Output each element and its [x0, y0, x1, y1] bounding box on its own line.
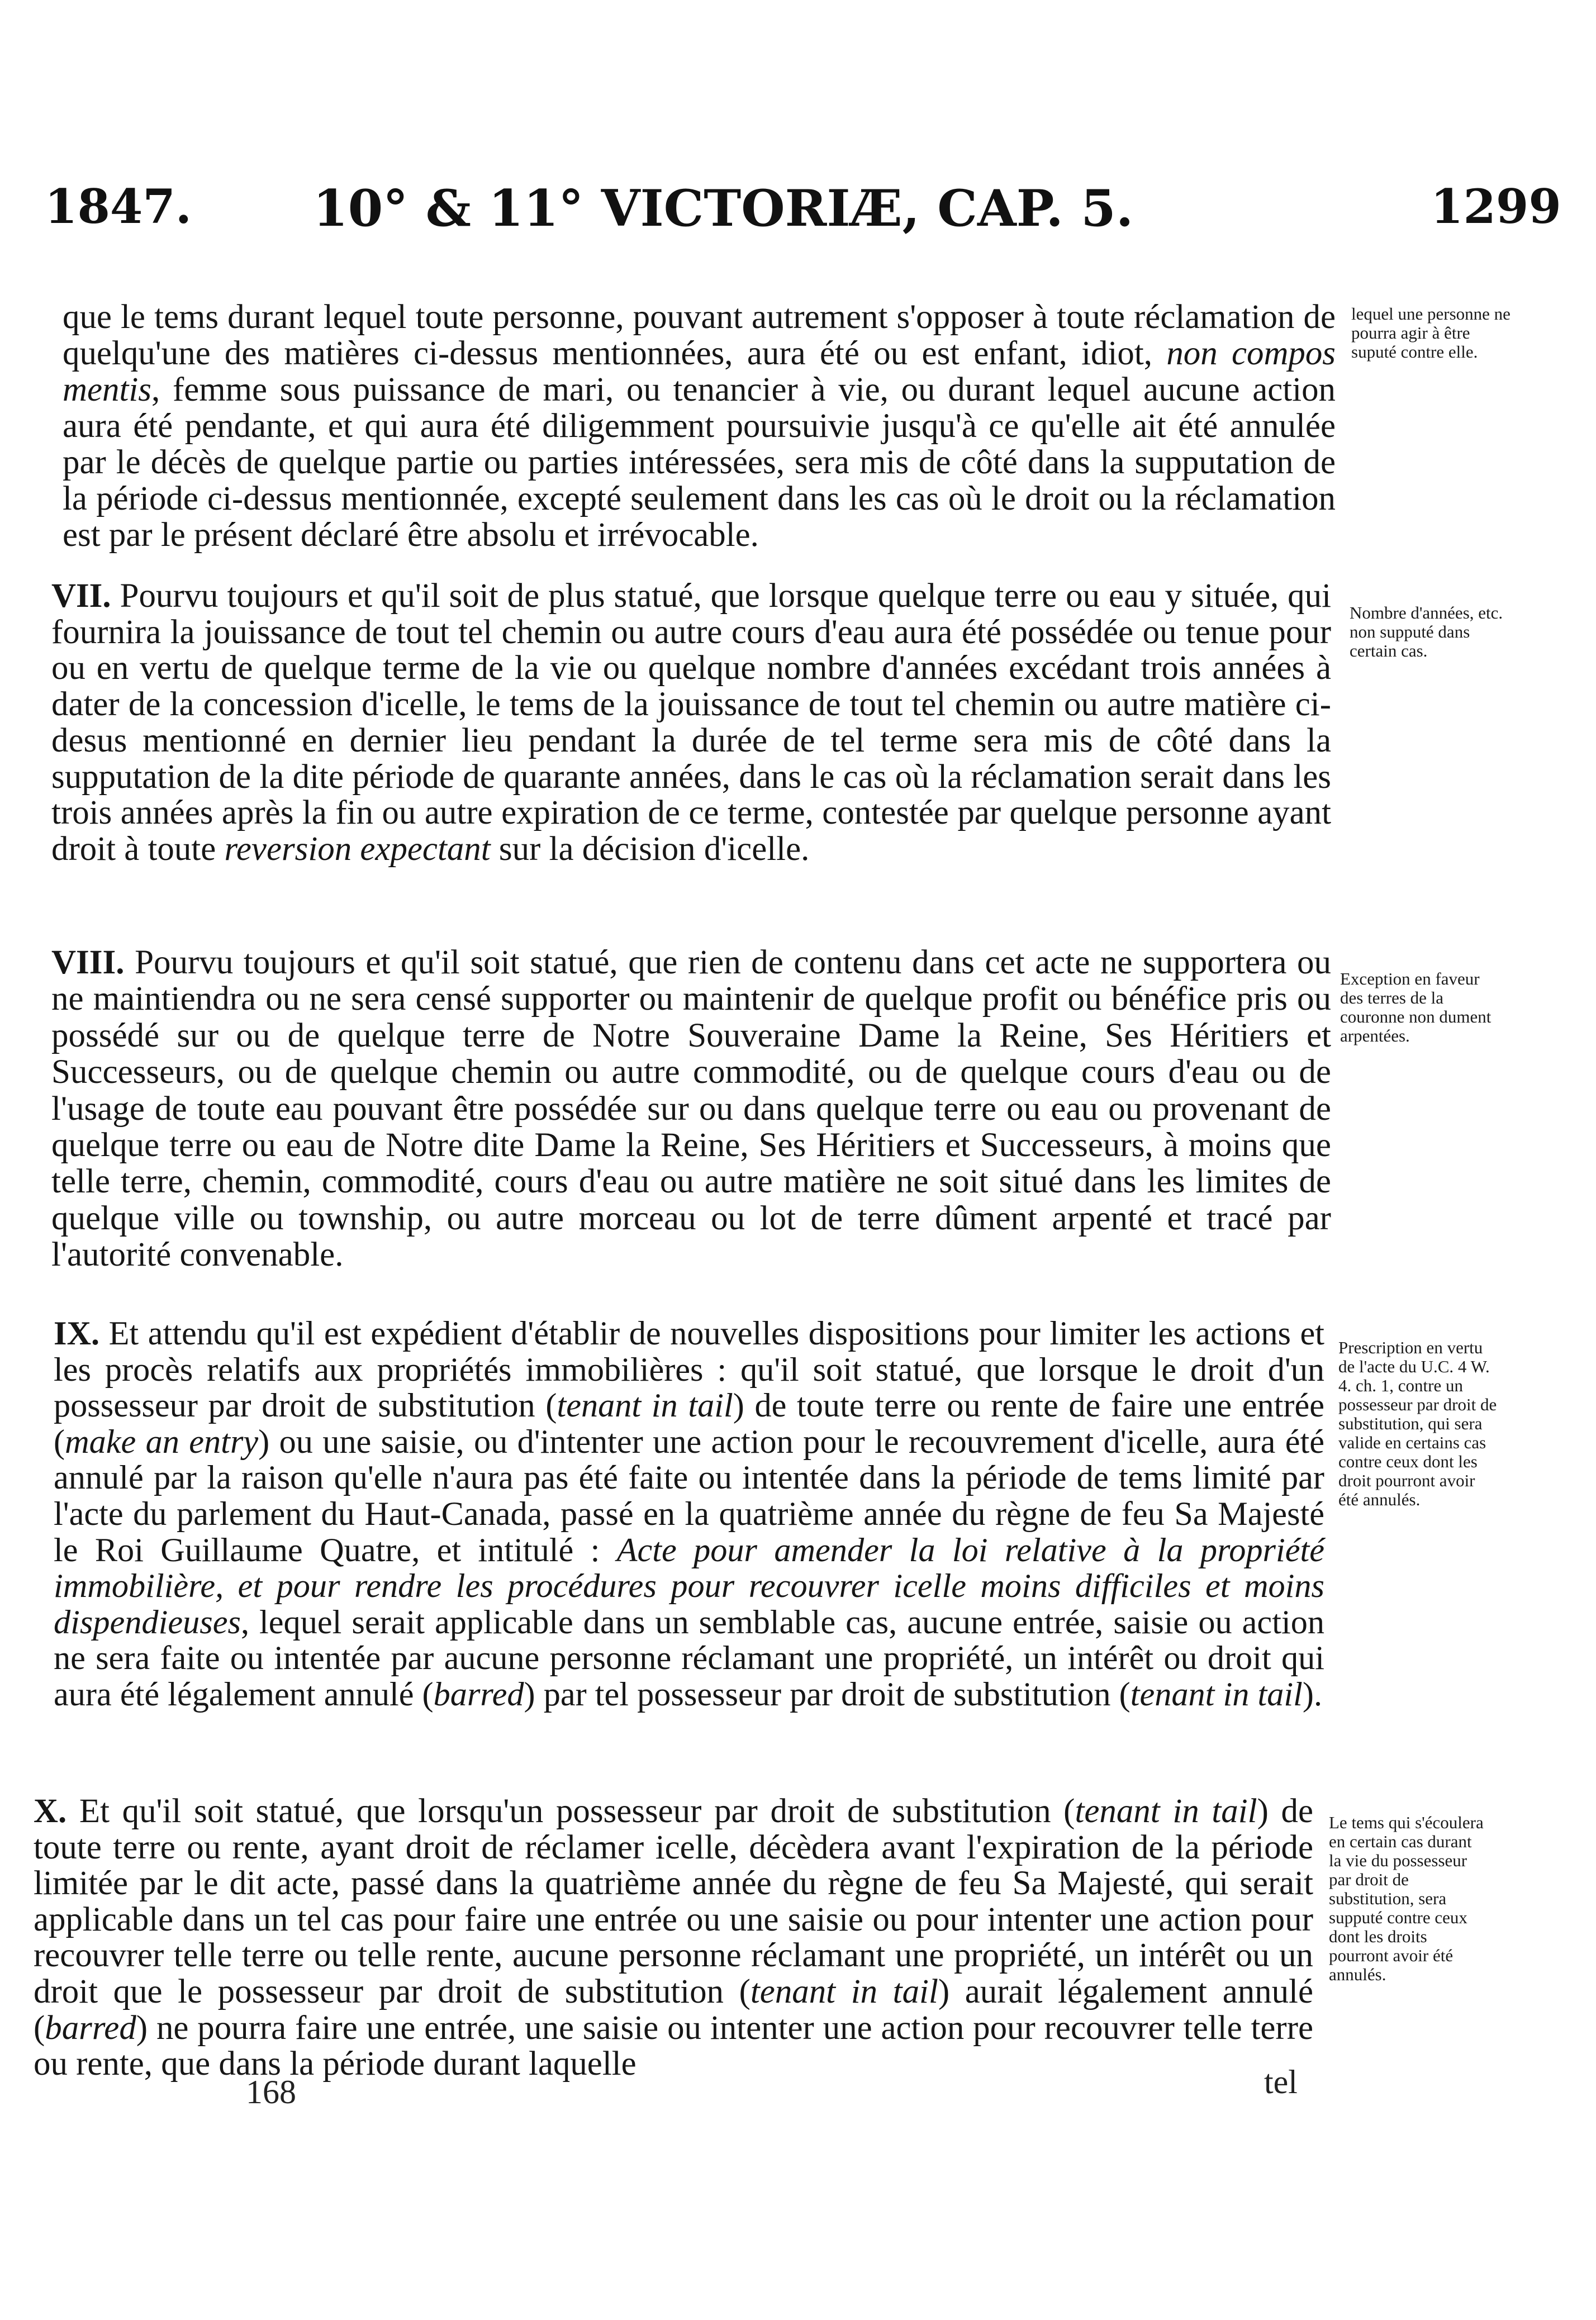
- section-number: VII.: [51, 577, 111, 615]
- text-run: ) de toute terre ou rente, ayant droit de réclamer icelle, décèdera avant l'expiration de la période limitée par le dit acte, passé dans la quatrième année du règne de feu Sa Majesté, qui serait applicable dans un tel cas pour faire une entrée ou une saisie ou pour intenter une action pour recouvrer telle terre ou telle rente, aucune personne réclamant une propriété, un intérêt ou un droit que le possesseur par droit de substitution (: [34, 1793, 1313, 2010]
- section-ix: [54, 1316, 1324, 1713]
- italic-run: make an entry: [65, 1423, 259, 1461]
- section-paragraph: [51, 578, 1331, 868]
- italic-run: reversion expectant: [224, 830, 491, 868]
- italic-run: barred: [45, 2009, 136, 2047]
- text-run: , lequel serait applicable dans un semblable cas, aucune entrée, saisie ou action ne sera faite ou intentée par aucune personne réclamant une propriété, un intérêt ou droit qui aura été légalement annulé (: [54, 1603, 1324, 1713]
- italic-run: Acte pour amender la loi relative à la propriété immobilière, et pour rendre les procédures pour recouvrer icelle moins difficiles et moins dispendieuses: [54, 1531, 1324, 1641]
- text-run: ) par tel possesseur par droit de substitution (: [524, 1675, 1130, 1713]
- margin-note: [1338, 1338, 1498, 1509]
- section-number: X.: [34, 1793, 67, 1830]
- text-run: Et qu'il soit statué, que lorsqu'un possesseur par droit de substitution (: [66, 1793, 1075, 1830]
- section-paragraph: [54, 1316, 1324, 1713]
- text-run: ) ou une saisie, ou d'intenter une action pour le recouvrement d'icelle, aura été annulé par la raison qu'elle n'aura pas été faite ou intentée dans la période de tems limité par l'acte du parlement du Haut-Canada, passé en la quatrième année du règne de feu Sa Majesté le Roi Guillaume Quatre, et intitulé :: [54, 1423, 1324, 1569]
- text-run: que le tems durant lequel toute personne, pouvant autrement s'opposer à toute réclamation de quelqu'une des matières ci-dessus mentionnées, aura été ou est enfant, idiot,: [63, 298, 1336, 372]
- margin-note-text: Exception en faveur des terres de la couronne non dument arpentées.: [1340, 969, 1492, 1045]
- italic-run: tenant in tail: [750, 1972, 938, 2010]
- italic-run: tenant in tail: [1075, 1793, 1257, 1830]
- header-title: 10° & 11° VICTORIÆ, CAP. 5.: [313, 179, 1134, 238]
- text-run: Pourvu toujours et qu'il soit de plus statué, que lorsque quelque terre ou eau y située, qui fournira la jouissance de tout tel chemin ou autre cours d'eau aura été possédée ou tenue pour ou en vertu de quelque terme de la vie ou quelque nombre d'années excédant trois années à dater de la concession d'icelle, le tems de la jouissance de tout tel chemin ou autre matière ci-desus mentionné en dernier lieu pendant la durée de tel terme sera mis de côté dans la supputation de la dite période de quarante années, dans le cas où la réclamation serait dans les trois années après la fin ou autre expiration de ce terme, contestée par quelque personne ayant droit à toute: [51, 577, 1331, 868]
- italic-run: barred: [433, 1675, 524, 1713]
- margin-note-text: Nombre d'années, etc. non supputé dans certain cas.: [1350, 603, 1503, 660]
- text-run: ) aurait légalement annulé (: [34, 1972, 1313, 2047]
- italic-run: non compos mentis: [63, 335, 1336, 408]
- text-run: sur la décision d'icelle.: [490, 830, 810, 868]
- margin-note-text: Prescription en vertu de l'acte du U.C. 4 W. 4. ch. 1, contre un possesseur par droit de substitution, qui sera valide en certains cas contre ceux dont les droit pourront avoir été annulés.: [1338, 1338, 1497, 1509]
- section-paragraph: [51, 944, 1331, 1273]
- italic-run: tenant in tail: [557, 1387, 733, 1425]
- margin-note: [1351, 305, 1510, 362]
- margin-note: [1340, 969, 1499, 1045]
- section-paragraph: [63, 299, 1336, 553]
- section-x: [34, 1794, 1313, 2083]
- section-number: VIII.: [51, 944, 125, 981]
- section-viii: [51, 944, 1331, 1273]
- italic-run: tenant in tail: [1130, 1675, 1303, 1713]
- section-vii: [51, 578, 1331, 868]
- margin-note-text: Le tems qui s'écoulera en certain cas durant la vie du possesseur par droit de substitution, sera supputé contre ceux dont les droits pourront avoir été annulés.: [1329, 1813, 1484, 1984]
- margin-note: [1329, 1813, 1488, 1984]
- section-paragraph: [34, 1794, 1313, 2083]
- page-number: 1299: [1431, 179, 1561, 234]
- text-run: ) de toute terre ou rente de faire une entrée (: [54, 1387, 1325, 1461]
- text-run: , femme sous puissance de mari, ou tenancier à vie, ou durant lequel aucune action aura été pendante, et qui aura été diligemment poursuivie jusqu'à ce qu'elle ait été annulée par le décès de quelque partie ou parties intéressées, sera mis de côté dans la supputation de la période ci-dessus mentionnée, excepté seulement dans les cas où le droit ou la réclamation est par le présent déclaré être absolu et irrévocable.: [63, 371, 1336, 554]
- text-run: ) ne pourra faire une entrée, une saisie ou intenter une action pour recouvrer telle terre ou rente, que dans la période durant laquelle: [34, 2009, 1313, 2083]
- section-continuation: [63, 299, 1336, 553]
- section-number: IX.: [54, 1315, 100, 1352]
- margin-note-text: lequel une personne ne pourra agir à être suputé contre elle.: [1351, 304, 1510, 362]
- header-year: 1847.: [45, 179, 192, 234]
- text-run: Pourvu toujours et qu'il soit statué, que rien de contenu dans cet acte ne supportera ou ne maintiendra ou ne sera censé supporter ou maintenir de quelque profit ou bénéfice pris ou possédé sur ou de quelque terre de Notre Souveraine Dame la Reine, Ses Héritiers et Successeurs, ou de quelque chemin ou autre commodité, ou de quelque cours d'eau ou de l'usage de toute eau pouvant être possédée sur ou dans quelque terre ou eau ou provenant de quelque terre ou eau de Notre dite Dame la Reine, Ses Héritiers et Successeurs, à moins que telle terre, chemin, commodité, cours d'eau ou autre matière ne soit situé dans les limites de quelque ville ou township, ou autre morceau ou lot de terre dûment arpenté et tracé par l'autorité convenable.: [51, 944, 1331, 1274]
- margin-note: [1350, 603, 1509, 660]
- catchword: tel: [1264, 2064, 1298, 2100]
- text-run: Et attendu qu'il est expédient d'établir de nouvelles dispositions pour limiter les actions et les procès relatifs aux propriétés immobilières : qu'il soit statué, que lorsque le droit d'un possesseur par droit de substitution (: [54, 1315, 1324, 1425]
- signature-mark: 168: [246, 2074, 296, 2110]
- text-run: ).: [1302, 1675, 1323, 1713]
